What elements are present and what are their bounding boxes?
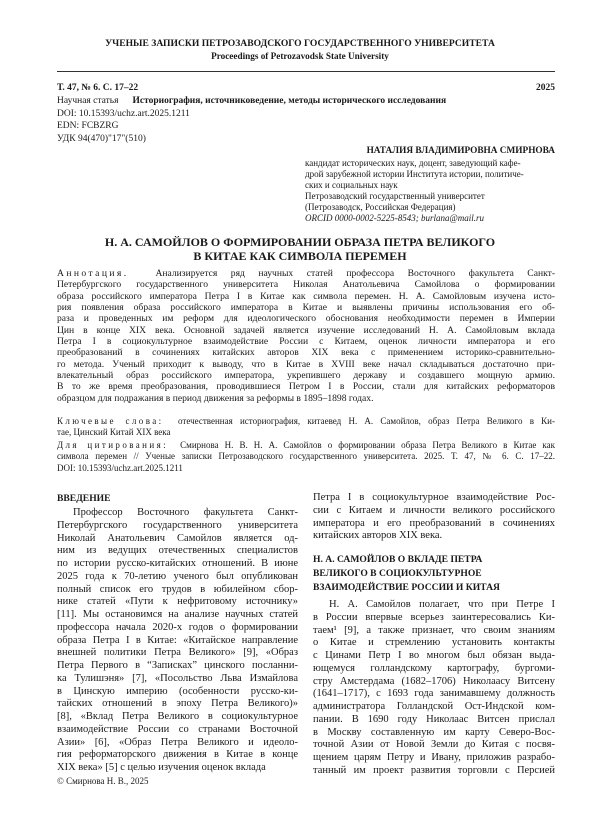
text-line: (1641–1717), с 1693 года занимавшему должность	[313, 688, 555, 700]
author-affiliation	[305, 158, 555, 224]
text-line: Петербургского государственного университета	[57, 519, 298, 531]
author-contact: ORCID 0000-0002-5225-8543; burlana@mail.ru	[305, 213, 485, 223]
doi: DOI: 10.15393/uchz.art.2025.1211	[57, 108, 190, 119]
text-line: образа Петра I в Китае: «Китайское направление	[57, 634, 298, 646]
text-line: Петра Первого в “Записках” цинского посланни-	[57, 660, 298, 671]
title-line: В КИТАЕ КАК СИМВОЛА ПЕРЕМЕН	[193, 248, 407, 263]
text-line: Цин в конце XIX века. Основной задачей является изучение исследований Н. А. Самойловым вклада	[57, 324, 555, 336]
text-line: [11]. Мы остановимся на анализе научных статей	[57, 609, 298, 620]
text-line: с Цинами Петр I во многом был обязан выда-	[313, 650, 555, 661]
text-line: гия реформаторского движения в Китае в конце	[57, 749, 298, 761]
citation-first-line: Смирнова Н. В. Н. А. Самойлов о формировании образа Петра Великого в Китае как	[180, 440, 555, 450]
text-line: в России впервые всерьез заинтересовались Ки-	[313, 611, 555, 623]
text-line: внешней политики Петра Великого» [9], «Образ	[57, 647, 298, 659]
rubric: Историография, источниковедение, методы исторического исследования	[132, 96, 447, 107]
text-line: В то же время преобразования, проводившиеся Петром I в России, стали для китайских реформаторов	[57, 381, 555, 393]
text-line: XIX века» [5] с целью изучения оценок вклада	[57, 762, 266, 773]
citation-lines	[57, 451, 555, 474]
text-line: в Москву составленную им карту Северо-Вос-	[313, 726, 555, 738]
text-line: [8], «Вклад Петра Великого в социокультурное	[57, 711, 298, 722]
text-line: таем¹ [9], а также признает, что своим знаниям	[313, 624, 555, 636]
text-line: преобразований в сочинениях китайских авторов XIX века с применением историко-сравнительно-	[57, 347, 555, 359]
text-line: сии с Китаем и личности великого российского	[313, 504, 555, 516]
text-line: рия появления образа российского императора в Китае и выявлены причины использования его об-	[57, 302, 555, 314]
abstract	[57, 268, 555, 404]
text-line: Николай Анатольевич Самойлов является од-	[57, 532, 298, 544]
text-line: (Петрозаводск, Российская Федерация)	[305, 202, 456, 212]
keywords-label: Ключевые слова:	[57, 416, 164, 426]
copyright: © Смирнова Н. В., 2025	[57, 776, 149, 786]
text-line: Петра I в социокультурное взаимодействие Рос-	[313, 492, 555, 503]
header-divider	[57, 71, 555, 72]
text-line: ним из ведущих отечественных специалистов	[57, 545, 298, 557]
text-line: го метода. Ученый приходит к выводу, что в Китае в XVIII веке начал складываться достаточно при-	[57, 358, 555, 370]
journal-title: УЧЕНЫЕ ЗАПИСКИ ПЕТРОЗАВОДСКОГО ГОСУДАРСТВЕННОГО УНИВЕРСИТЕТА	[105, 38, 495, 49]
left-column	[57, 507, 298, 775]
text-line: о Китае и стремлению установить контакты	[313, 637, 555, 649]
journal-title-en: Proceedings of Petrozavodsk State University	[211, 51, 389, 61]
affiliation-lines	[305, 158, 555, 213]
text-line: танный им проект развития торговли с Персией	[313, 764, 555, 776]
edn: EDN: FCBZRG	[57, 121, 119, 132]
text-line: стру Амстердама (1682–1706) Николаасу Витсену	[313, 675, 555, 687]
text-line: Профессор Восточного факультета Санкт-	[73, 507, 298, 518]
text-line: Петрозаводский государственный университет	[305, 191, 485, 201]
text-line: DOI: 10.15393/uchz.art.2025.1211	[57, 462, 183, 473]
text-line: тае, Цинский Китай XIX века	[57, 427, 171, 437]
text-line: взаимодействие России со странами Восточной	[57, 723, 298, 735]
text-line: по истории русско-китайских отношений. В июне	[57, 558, 298, 569]
text-line: тайских отношений в эпоху Петра Великого)»	[57, 698, 298, 710]
section-heading-line: ВЕЛИКОГО В СОЦИОКУЛЬТУРНОЕ	[313, 568, 482, 579]
text-line: Н. А. Самойлов полагает, что при Петре I	[329, 599, 555, 610]
article-type: Научная статья	[57, 96, 119, 107]
citation-label: Для цитирования:	[57, 440, 169, 450]
text-line: администратора Голландской Ост-Индской ком-	[313, 701, 555, 712]
text-line: символа перемен // Ученые записки Петрозаводского государственного университета. 2025. Т. 47, № 6. С. 17–22.	[57, 451, 555, 462]
abstract-lines	[57, 279, 555, 404]
text-line: образа российского императора Петра I в Китае как символа перемен. Н. А. Самойловым изучена исто-	[57, 290, 555, 302]
journal-header	[0, 38, 600, 62]
text-line: пании. В 1690 году Николаас Витсен прислал	[313, 713, 555, 725]
text-line: в Цинскую империю (особенности русско-ки-	[57, 685, 298, 697]
text-line: профессора начала 2020-х годов о формировании	[57, 621, 298, 633]
keywords-lines	[57, 427, 555, 438]
text-line: Петра I в социокультурное взаимодействие России с Китаем, оценок личности императора и его	[57, 336, 555, 348]
title-line: Н. А. САМОЙЛОВ О ФОРМИРОВАНИИ ОБРАЗА ПЕТРА ВЕЛИКОГО	[104, 235, 496, 249]
text-line: императора и его преобразований в сочинениях	[313, 517, 555, 529]
article-title	[0, 236, 600, 263]
text-line: кандидат исторических наук, доцент, заведующий кафе-	[305, 158, 521, 168]
keywords-first-line: отечественная историография, китаевед Н. А. Самойлов, образ Петра Великого в Ки-	[178, 416, 555, 426]
abstract-first-line: Анализируется ряд научных статей профессора Восточного факультета Санкт-	[155, 268, 555, 279]
udk: УДК 94(470)"17"(510)	[57, 133, 146, 144]
keywords	[57, 416, 555, 438]
text-line: влекательный образ российского императора, укрепившего державу и создавшего мощную армию.	[57, 370, 555, 382]
abstract-label: Аннотация.	[57, 268, 129, 279]
section-paragraph	[313, 599, 555, 778]
year: 2025	[536, 83, 555, 93]
citation	[57, 440, 555, 474]
text-line: ющемуся голландскому картографу, бургоми-	[313, 662, 555, 674]
intro-paragraph-continued	[313, 492, 555, 543]
text-line: ских и социальных наук	[305, 180, 398, 190]
section-heading	[313, 553, 555, 595]
section-heading-line: ВЗАИМОДЕЙСТВИЕ РОССИИ И КИТАЯ	[313, 582, 500, 593]
text-line: щением царям Петру и Ивану, приложив разрабо-	[313, 752, 555, 763]
text-line: ка Тулишэня» [7], «Посольство Льва Измайлова	[57, 672, 298, 684]
text-line: Азии» [6], «Образ Петра Великого и идеоло-	[57, 736, 298, 748]
text-line: раза и проведенных им реформ для идеологического обоснования необходимости перемен в Империи	[57, 313, 555, 325]
text-line: китайских авторов XIX века.	[313, 530, 443, 542]
author-name: НАТАЛИЯ ВЛАДИМИРОВНА СМИРНОВА	[366, 146, 555, 156]
text-line: точной Азии от Новой Земли до Китая с посвя-	[313, 739, 555, 751]
section-heading-line: Н. А. САМОЙЛОВ О ВКЛАДЕ ПЕТРА	[313, 554, 483, 565]
text-line: Петербургского государственного университета Николая Анатольевича Самойлова о формировании	[57, 279, 555, 291]
text-line: дрой зарубежной истории Института истории, политиче-	[305, 169, 524, 179]
text-line: 2025 года к 70-летию ученого был опубликован	[57, 570, 298, 582]
intro-paragraph	[57, 507, 298, 775]
article-meta	[57, 82, 555, 145]
text-line: нике статей «Пути к нефритовому источнику»	[57, 596, 298, 608]
volume-info: Т. 47, № 6. С. 17–22	[57, 83, 139, 93]
text-line: полный список его трудов в юбилейном сбор-	[57, 583, 298, 595]
text-line: образцом для подражания в период движения за реформы в 1895–1898 годах.	[57, 392, 374, 404]
intro-heading: ВВЕДЕНИЕ	[57, 493, 111, 504]
right-column	[313, 492, 555, 778]
